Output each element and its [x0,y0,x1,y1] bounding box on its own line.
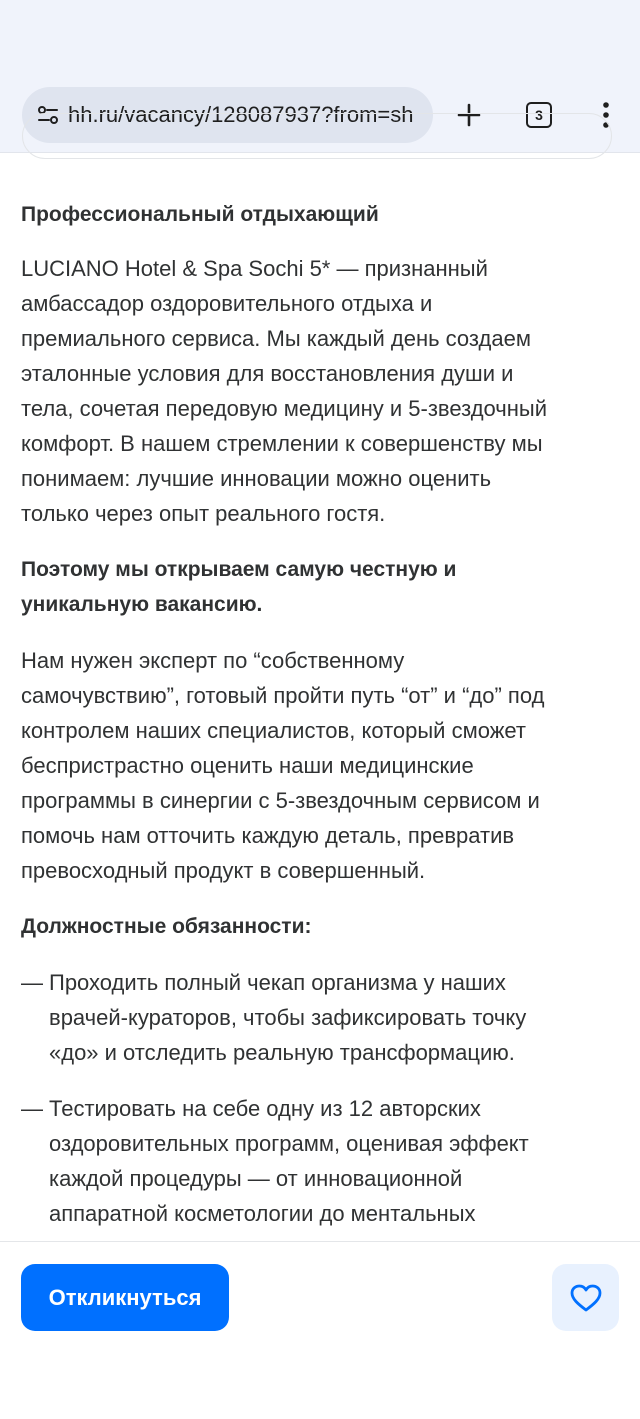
text-line: премиального сервиса. Мы каждый день создаем [21,326,531,351]
heart-icon [569,1283,603,1313]
text-line: Проходить полный чекап организма у наших [49,970,506,995]
text-line: тела, сочетая передовую медицину и 5-звездочный [21,396,548,421]
duty-text [49,1091,621,1266]
apply-button[interactable]: Откликнуться [21,1264,229,1331]
text-line: каждой процедуры — от инновационной [49,1166,463,1191]
duty-text [49,965,621,1070]
text-line: программы в синергии с 5-звездочным сервисом и [21,788,540,813]
text-line: оздоровительных программ, оценивая эффект [49,1131,529,1156]
text-line: амбассадор оздоровительного отдыха и [21,291,433,316]
text-line: помочь нам отточить каждую деталь, превратив [21,823,515,848]
favorite-button[interactable] [552,1264,619,1331]
text-line: самочувствию”, готовый пройти путь “от” и “до” под [21,683,545,708]
section-heading [21,552,621,622]
text-line: контролем наших специалистов, который сможет [21,718,526,743]
list-marker: — [21,970,43,995]
tab-count: 3 [526,102,552,128]
url-text: hh.ru/vacancy/128087937?from=sh [68,102,414,127]
text-line: только через опыт реального гостя. [21,501,386,526]
list-item [21,1091,621,1266]
text-line: врачей-кураторов, чтобы зафиксировать точку [49,1005,527,1030]
page-content[interactable] [0,153,640,1241]
action-bar [0,1241,640,1419]
text-line: комфорт. В нашем стремлении к совершенству мы [21,431,543,456]
expert-paragraph [21,643,621,888]
text-line: уникальную вакансию. [21,593,263,616]
text-line: LUCIANO Hotel & Spa Sochi 5* — признанный [21,256,488,281]
previous-card-edge [22,113,612,159]
description-heading: Профессиональный отдыхающий [21,203,379,226]
list-item [21,965,621,1070]
text-line: аппаратной косметологии до ментальных [49,1201,476,1226]
text-line: понимаем: лучшие инновации можно оценить [21,466,492,491]
text-line: Поэтому мы открываем самую честную и [21,558,457,581]
intro-paragraph [21,251,621,531]
text-line: эталонные условия для восстановления души и [21,361,514,386]
text-line: превосходный продукт в совершенный. [21,858,426,883]
text-line: Тестировать на себе одну из 12 авторских [49,1096,481,1121]
vacancy-description [21,197,621,1266]
list-marker: — [21,1096,43,1121]
text-line: беспристрастно оценить наши медицинские [21,753,474,778]
duties-heading: Должностные обязанности: [21,915,312,938]
text-line: Нам нужен эксперт по “собственному [21,648,405,673]
status-bar [0,0,640,80]
text-line: «до» и отследить реальную трансформацию. [49,1040,515,1065]
